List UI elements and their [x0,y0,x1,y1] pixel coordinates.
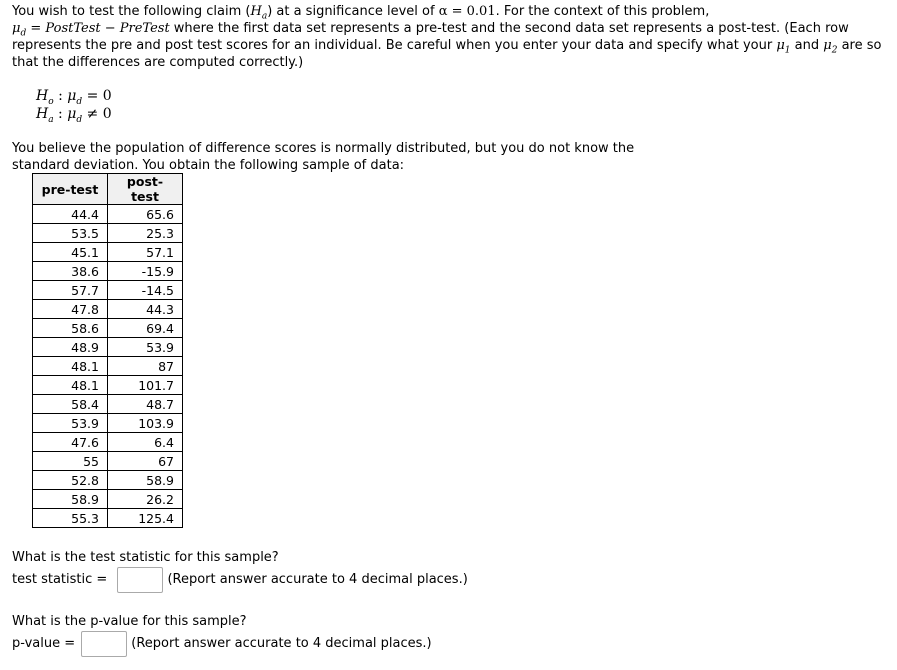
data-table [32,173,183,528]
table-header-row [33,174,183,205]
post-test-cell: 125.4 [108,509,183,528]
post-test-cell: 69.4 [108,319,183,338]
header-post-test: post-test [108,174,183,205]
belief-text: You believe the population of difference scores is normally distributed, but you do not know the standard deviation. You obtain the following sample of data: [12,141,635,173]
intro-text-2: ) at a significance level of [267,4,439,19]
post-test-cell: 48.7 [108,395,183,414]
question-test-statistic: What is the test statistic for this sample? [12,550,279,565]
table-row [33,300,183,319]
test-statistic-row [12,566,468,594]
mu-d-symbol: $\mu_d$ [12,21,27,39]
post-test-cell: 44.3 [108,300,183,319]
header-pre-test: pre-test [33,174,108,205]
post-test-cell: 103.9 [108,414,183,433]
p-value-row [12,630,432,658]
pre-test-cell: 58.6 [33,319,108,338]
post-test-cell: 87 [108,357,183,376]
pre-test-cell: 44.4 [33,205,108,224]
post-test-cell: 101.7 [108,376,183,395]
posttest-symbol: PostTest [45,21,101,36]
table-row [33,281,183,300]
question-p-value: What is the p-value for this sample? [12,614,247,629]
mu2-symbol: $\mu_2$ [823,38,838,56]
intro-text-1: You wish to test the following claim ( [12,4,251,19]
table-body [33,205,183,528]
p-value-input[interactable] [81,631,127,657]
table-row [33,357,183,376]
table-row [33,452,183,471]
pre-test-cell: 45.1 [33,243,108,262]
post-test-cell: 53.9 [108,338,183,357]
post-test-cell: 67 [108,452,183,471]
table-row [33,262,183,281]
table-row [33,376,183,395]
null-hypothesis: $H_o$ : $\mu_d = 0$ [36,88,112,107]
pre-test-cell: 48.1 [33,357,108,376]
pre-test-cell: 48.9 [33,338,108,357]
pre-test-cell: 47.6 [33,433,108,452]
pretest-symbol: PreTest [119,21,170,36]
test-statistic-label: test statistic = [12,572,112,587]
pre-test-cell: 55.3 [33,509,108,528]
pre-test-cell: 53.5 [33,224,108,243]
ha-symbol: $H_a$ [250,4,268,22]
test-statistic-note: (Report answer accurate to 4 decimal places.) [167,572,468,587]
post-test-cell: 26.2 [108,490,183,509]
p-value-label: p-value = [12,636,80,651]
table-row [33,509,183,528]
alternative-hypothesis: $H_a$ : $\mu_d \ne 0$ [36,106,112,125]
table-row [33,224,183,243]
pre-test-cell: 47.8 [33,300,108,319]
post-test-cell: 57.1 [108,243,183,262]
pre-test-cell: 38.6 [33,262,108,281]
pre-test-cell: 58.4 [33,395,108,414]
table-row [33,205,183,224]
post-test-cell: 6.4 [108,433,183,452]
mu1-symbol: $\mu_1$ [776,38,791,56]
post-test-cell: 25.3 [108,224,183,243]
table-row [33,433,183,452]
pre-test-cell: 57.7 [33,281,108,300]
table-row [33,243,183,262]
pre-test-cell: 48.1 [33,376,108,395]
table-row [33,490,183,509]
table-row [33,471,183,490]
pre-test-cell: 52.8 [33,471,108,490]
pre-test-cell: 58.9 [33,490,108,509]
pre-test-cell: 55 [33,452,108,471]
pre-test-cell: 53.9 [33,414,108,433]
post-test-cell: 58.9 [108,471,183,490]
post-test-cell: -15.9 [108,262,183,281]
table-row [33,414,183,433]
alpha-value: α = 0.01 [438,4,496,19]
table-row [33,395,183,414]
p-value-note: (Report answer accurate to 4 decimal places.) [131,636,432,651]
post-test-cell: 65.6 [108,205,183,224]
table-row [33,338,183,357]
problem-intro: You wish to test the following claim $(H_a)$ at a significance level of α = 0.01. For the context of this problem, $\mu_d$ = PostTest − PreTest where the first data set represents a pre-test and the second data set represents a post-test. (Each row represents the pre and post test scores for an individual. Be careful when you enter your data and specify what your $\mu_1$ and $\mu_2$ are so that the differences are computed correctly.) [12,4,882,70]
intro-text-5: are so that the differences are computed correctly.) [12,38,882,70]
table-row [33,319,183,338]
intro-text-3: . For the context of this problem, [495,4,710,19]
post-test-cell: -14.5 [108,281,183,300]
intro-text-4: where the first data set represents a pre-test and the second data set represents a post-test. (Each row represents the pre and post test scores for an individual. Be careful when you enter your data and specify what your [12,21,849,53]
test-statistic-input[interactable] [117,567,163,593]
